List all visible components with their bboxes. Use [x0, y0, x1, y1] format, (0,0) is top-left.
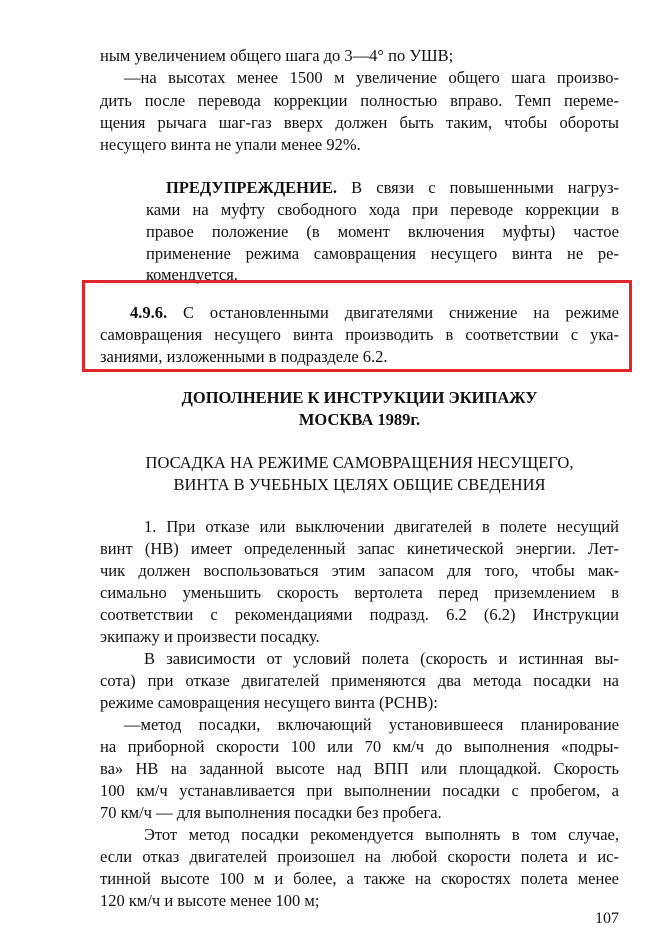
heading-line: ДОПОЛНЕНИЕ К ИНСТРУКЦИИ ЭКИПАЖУ: [181, 388, 538, 407]
text-line: 120 км/ч и высоте менее 100 м;: [100, 891, 320, 910]
warning-text: В связи с повышенными нагруз-: [336, 178, 619, 197]
warning-label: ПРЕДУПРЕЖДЕНИЕ.: [166, 178, 337, 197]
text-line: ва» НВ на заданной высоте над ВПП или площадкой. Скорость: [100, 759, 619, 778]
section-text: С остановленными двигателями снижение на режиме: [167, 303, 619, 322]
text-line: самовращения несущего винта производить в соответствии с ука-: [100, 325, 619, 344]
text-line: экипажу и произвести посадку.: [100, 627, 320, 646]
text-line: Этот метод посадки рекомендуется выполнять в том случае,: [144, 825, 619, 844]
text-line: В зависимости от условий полета (скорость и истинная вы-: [144, 649, 619, 668]
text-line: дить после перевода коррекции полностью вправо. Темп переме-: [100, 91, 619, 110]
section-number: 4.9.6.: [130, 303, 168, 322]
text-line: несущего винта не упали менее 92%.: [100, 135, 361, 154]
text-line: —метод посадки, включающий установившееся планирование: [124, 715, 619, 734]
text-line: —на высотах менее 1500 м увеличение общего шага произво-: [124, 68, 619, 87]
text-line: [166, 177, 619, 199]
text-line: правое положение (в момент включения муфты) частое: [146, 222, 619, 241]
text-line: чик должен воспользоваться этим запасом для того, чтобы мак-: [100, 561, 619, 580]
text-line: если отказ двигателей произошел на любой скорости полета и ис-: [100, 847, 619, 866]
text-line: винт (НВ) имеет определенный запас кинетической энергии. Лет-: [100, 539, 619, 558]
text-line: [130, 302, 619, 324]
heading-line: МОСКВА 1989г.: [298, 410, 421, 429]
text-line: комендуется.: [146, 265, 238, 284]
text-line: на приборной скорости 100 или 70 км/ч до выполнения «подры-: [100, 737, 619, 756]
text-line: сота) при отказе двигателей применяются два метода посадки на: [100, 671, 619, 690]
text-line: соответствии с рекомендациями подразд. 6.2 (6.2) Инструкции: [100, 605, 619, 624]
heading-line: ВИНТА В УЧЕБНЫХ ЦЕЛЯХ ОБЩИЕ СВЕДЕНИЯ: [173, 475, 546, 494]
page-number: 107: [595, 910, 619, 927]
text-line: заниями, изложенными в подразделе 6.2.: [100, 347, 388, 366]
heading-line: ПОСАДКА НА РЕЖИМЕ САМОВРАЩЕНИЯ НЕСУЩЕГО,: [145, 453, 574, 472]
text-line: ным увеличением общего шага до 3—4° по УШВ;: [100, 46, 454, 65]
text-line: режиме самовращения несущего винта (РСНВ):: [100, 693, 438, 712]
text-line: применение режима самовращения несущего винта не ре-: [146, 244, 619, 263]
text-line: симально уменьшить скорость вертолета перед приземлением в: [100, 583, 619, 602]
text-line: ками на муфту свободного хода при переводе коррекции в: [146, 200, 619, 219]
text-line: тинной высоте 100 м и более, а также на скоростях полета менее: [100, 869, 619, 888]
text-line: 100 км/ч устанавливается при выполнении посадки с пробегом, а: [100, 781, 619, 800]
text-line: щения рычага шаг-газ вверх должен быть таким, чтобы обороты: [100, 113, 619, 132]
text-line: 1. При отказе или выключении двигателей в полете несущий: [144, 517, 619, 536]
text-line: 70 км/ч — для выполнения посадки без пробега.: [100, 803, 442, 822]
